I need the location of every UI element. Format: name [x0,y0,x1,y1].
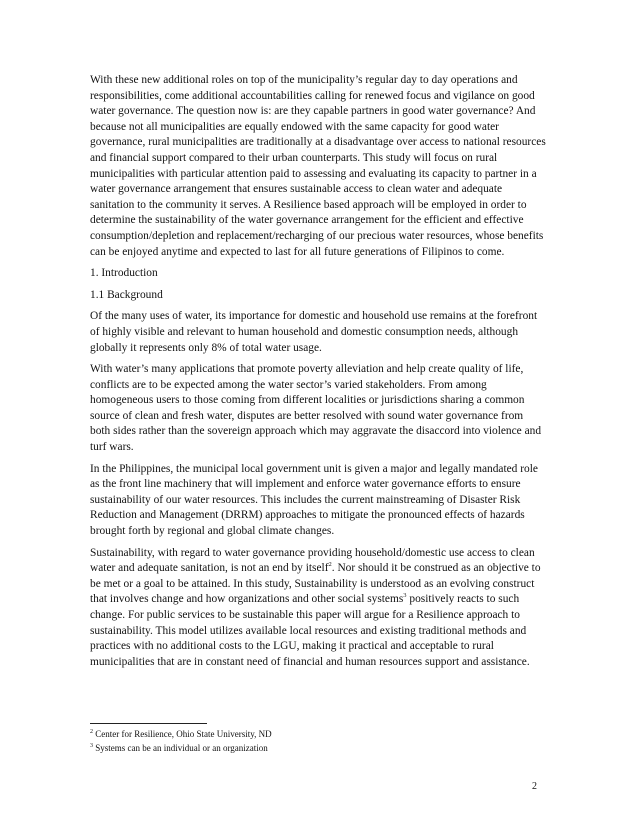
paragraph-sustainability-part-2: . Nor should it be construed as an objective to be met or a goal to be attained. In this study, Sustainability is understood as an evolving construct that involves change and how organizations and other social systems [90,562,541,606]
paragraph-philippines-lgu: In the Philippines, the municipal local government unit is given a major and legally mandated role as the front line machinery that will implement and enforce water governance efforts to ensure sustainability of our water resources. This includes the current mainstreaming of Disaster Risk Reduction and Management (DRRM) approaches to mitigate the pronounced effects of hazards brought forth by regional and global climate changes. [90,462,538,538]
paragraph-sustainability [90,546,546,671]
paragraph-intro-context: With these new additional roles on top of the municipality’s regular day to day operations and responsibilities, come additional accountabilities calling for renewed focus and vigilance on good water governance. The question now is: are they capable partners in good water governance? And because not all municipalities are equally endowed with the same capacity for good water governance, rural municipalities are traditionally at a disadvantage over access to national resources and financial support compared to their urban counterparts. This study will focus on rural municipalities with particular attention paid to assessing and evaluating its capacity to partner in a water governance arrangement that ensures sustainable access to clean water and adequate sanitation to the community it serves. A Resilience based approach will be employed in order to determine the sustainability of the water governance arrangement for the efficient and effective consumption/depletion and replacement/recharging of our precious water resources, whose benefits can be enjoyed anytime and expected to last for all future generations of Filipinos to come. [90,74,546,258]
footnote-text: Systems can be an individual or an organization [93,743,268,753]
body-text [90,73,546,676]
page-number: 2 [532,781,537,792]
paragraph-conflicts: With water’s many applications that promote poverty alleviation and help create quality of life, conflicts are to be expected among the water sector’s varied stakeholders. From among homogeneous users to those coming from different localities or jurisdictions sharing a common source of clean and fresh water, disputes are better resolved with sound water governance from both sides rather than the sovereign approach which may aggravate the disaccord into violence and turf wars. [90,363,542,454]
footnote-item [90,727,546,741]
footnote-separator [90,723,207,724]
footnotes [90,727,546,755]
footnote-marker: 2 [90,729,93,735]
footnote-item [90,741,546,755]
paragraph-sustainability-part-1: Sustainability, with regard to water governance providing household/domestic use access to clean water and adequate sanitation, is not an end by itself [90,546,535,575]
footnote-marker: 3 [90,743,93,749]
paragraph-domestic-use: Of the many uses of water, its importance for domestic and household use remains at the forefront of highly visible and relevant to human household and domestic consumption needs, although globally it represents only 8% of total water usage. [90,310,538,354]
heading-introduction: 1. Introduction [90,267,158,280]
footnote-text: Center for Resilience, Ohio State University, ND [93,729,272,739]
footnote-ref-2: 2 [328,561,332,569]
footnote-ref-3: 3 [403,592,407,600]
paragraph-sustainability-part-3: positively reacts to such change. For public services to be sustainable this paper will argue for a Resilience approach to sustainability. This model utilizes available local resources and existing traditional methods and practices with no additional costs to the LGU, making it practical and acceptable to rural municipalities that are in constant need of financial and human resources support and assistance. [90,593,530,668]
heading-background: 1.1 Background [90,288,163,301]
